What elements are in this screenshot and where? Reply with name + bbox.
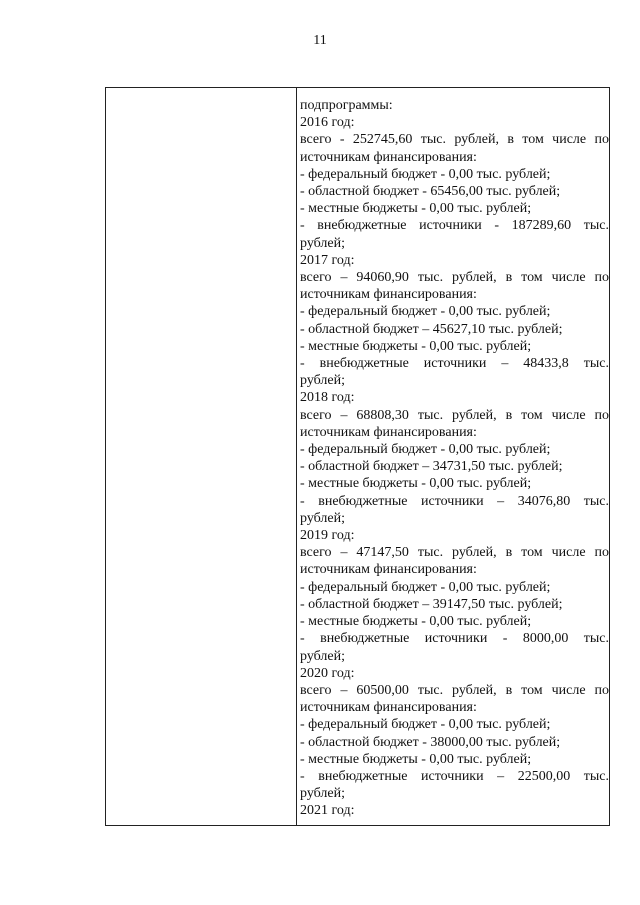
final-year-label: 2021 год: bbox=[300, 803, 355, 819]
total-line-continued: источникам финансирования: bbox=[300, 700, 477, 716]
extrabudgetary-line: - внебюджетные источники – 48433,8 тыс. bbox=[300, 356, 609, 372]
column-divider bbox=[296, 88, 297, 825]
total-line-continued: источникам финансирования: bbox=[300, 149, 477, 165]
funding-table bbox=[105, 87, 610, 826]
regional-budget-line: - областной бюджет – 45627,10 тыс. рублей; bbox=[300, 321, 563, 337]
local-budget-line: - местные бюджеты - 0,00 тыс. рублей; bbox=[300, 476, 532, 492]
table-left-cell bbox=[106, 88, 296, 825]
intro-line: подпрограммы: bbox=[300, 98, 393, 113]
total-line: всего – 68808,30 тыс. рублей, в том числе по bbox=[300, 407, 609, 423]
page-number: 11 bbox=[313, 33, 327, 48]
federal-budget-line: - федеральный бюджет - 0,00 тыс. рублей; bbox=[300, 166, 551, 182]
year-label: 2020 год: bbox=[300, 665, 355, 681]
total-line: всего – 60500,00 тыс. рублей, в том числе по bbox=[300, 682, 609, 698]
year-label: 2017 год: bbox=[300, 252, 355, 268]
extrabudgetary-line-continued: рублей; bbox=[300, 648, 345, 664]
regional-budget-line: - областной бюджет - 38000,00 тыс. рублей; bbox=[300, 734, 561, 750]
extrabudgetary-line: - внебюджетные источники - 187289,60 тыс. bbox=[300, 218, 609, 234]
year-label: 2019 год: bbox=[300, 528, 355, 544]
regional-budget-line: - областной бюджет - 65456,00 тыс. рублей; bbox=[300, 184, 561, 200]
federal-budget-line: - федеральный бюджет - 0,00 тыс. рублей; bbox=[300, 717, 551, 733]
local-budget-line: - местные бюджеты - 0,00 тыс. рублей; bbox=[300, 338, 532, 354]
year-block-2016 bbox=[300, 114, 609, 252]
extrabudgetary-line-continued: рублей; bbox=[300, 235, 345, 251]
total-line: всего - 252745,60 тыс. рублей, в том числе по bbox=[300, 132, 609, 148]
total-line: всего – 47147,50 тыс. рублей, в том числе по bbox=[300, 545, 609, 561]
year-block-2018 bbox=[300, 389, 609, 527]
extrabudgetary-line-continued: рублей; bbox=[300, 786, 345, 802]
year-label: 2018 год: bbox=[300, 390, 355, 406]
total-line-continued: источникам финансирования: bbox=[300, 424, 477, 440]
local-budget-line: - местные бюджеты - 0,00 тыс. рублей; bbox=[300, 614, 532, 630]
extrabudgetary-line-continued: рублей; bbox=[300, 510, 345, 526]
extrabudgetary-line: - внебюджетные источники – 34076,80 тыс. bbox=[300, 493, 609, 509]
total-line-continued: источникам финансирования: bbox=[300, 562, 477, 578]
total-line-continued: источникам финансирования: bbox=[300, 287, 477, 303]
local-budget-line: - местные бюджеты - 0,00 тыс. рублей; bbox=[300, 201, 532, 217]
table-right-cell bbox=[300, 97, 609, 820]
year-block-2020 bbox=[300, 665, 609, 803]
year-label: 2016 год: bbox=[300, 115, 355, 131]
federal-budget-line: - федеральный бюджет - 0,00 тыс. рублей; bbox=[300, 579, 551, 595]
year-block-2019 bbox=[300, 527, 609, 665]
total-line: всего – 94060,90 тыс. рублей, в том числе по bbox=[300, 270, 609, 286]
extrabudgetary-line: - внебюджетные источники – 22500,00 тыс. bbox=[300, 768, 609, 784]
federal-budget-line: - федеральный бюджет - 0,00 тыс. рублей; bbox=[300, 304, 551, 320]
regional-budget-line: - областной бюджет – 39147,50 тыс. рублей; bbox=[300, 596, 563, 612]
local-budget-line: - местные бюджеты - 0,00 тыс. рублей; bbox=[300, 751, 532, 767]
extrabudgetary-line: - внебюджетные источники - 8000,00 тыс. bbox=[300, 631, 609, 647]
year-block-2017 bbox=[300, 252, 609, 390]
extrabudgetary-line-continued: рублей; bbox=[300, 373, 345, 389]
regional-budget-line: - областной бюджет – 34731,50 тыс. рублей; bbox=[300, 459, 563, 475]
federal-budget-line: - федеральный бюджет - 0,00 тыс. рублей; bbox=[300, 442, 551, 458]
